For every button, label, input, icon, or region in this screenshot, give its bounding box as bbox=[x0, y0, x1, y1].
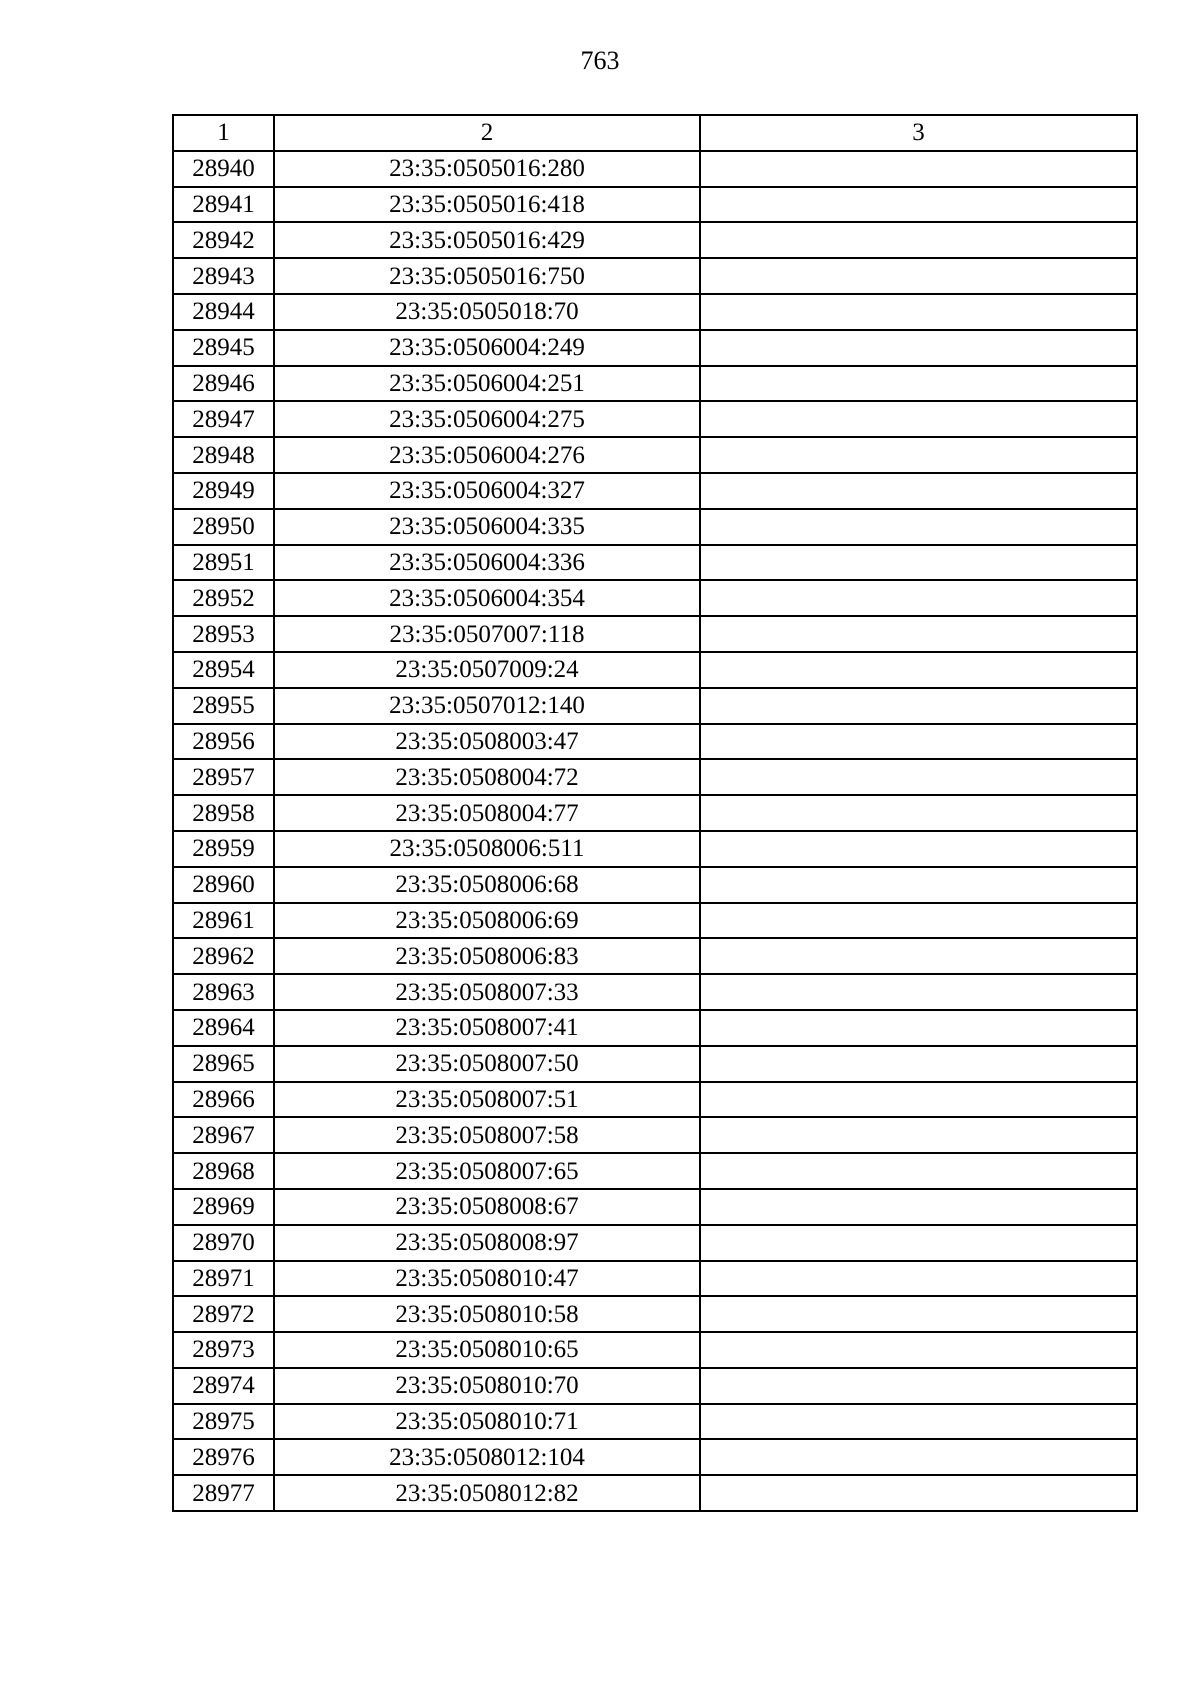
table-row bbox=[173, 938, 1137, 974]
cadastral-number-cell: 23:35:0508012:82 bbox=[274, 1475, 700, 1511]
table-row bbox=[173, 545, 1137, 581]
note-cell bbox=[700, 294, 1137, 330]
note-cell bbox=[700, 724, 1137, 760]
note-cell bbox=[700, 1153, 1137, 1189]
cadastral-number-cell: 23:35:0506004:251 bbox=[274, 366, 700, 402]
table-row bbox=[173, 330, 1137, 366]
note-cell bbox=[700, 1261, 1137, 1297]
table-row bbox=[173, 1261, 1137, 1297]
row-number-cell: 28973 bbox=[173, 1332, 274, 1368]
cadastral-number-cell: 23:35:0508006:83 bbox=[274, 938, 700, 974]
table-row bbox=[173, 1368, 1137, 1404]
row-number-cell: 28960 bbox=[173, 867, 274, 903]
page-number: 763 bbox=[580, 46, 620, 75]
row-number-cell: 28976 bbox=[173, 1439, 274, 1475]
note-cell bbox=[700, 652, 1137, 688]
cadastral-number-cell: 23:35:0505016:280 bbox=[274, 151, 700, 187]
table-row bbox=[173, 1010, 1137, 1046]
row-number-cell: 28954 bbox=[173, 652, 274, 688]
row-number-cell: 28959 bbox=[173, 831, 274, 867]
table-row bbox=[173, 187, 1137, 223]
row-number-cell: 28965 bbox=[173, 1046, 274, 1082]
note-cell bbox=[700, 1082, 1137, 1118]
table-row bbox=[173, 222, 1137, 258]
table-row bbox=[173, 401, 1137, 437]
table-row bbox=[173, 974, 1137, 1010]
note-cell bbox=[700, 545, 1137, 581]
table-row bbox=[173, 795, 1137, 831]
row-number-cell: 28943 bbox=[173, 258, 274, 294]
row-number-cell: 28974 bbox=[173, 1368, 274, 1404]
table-body bbox=[173, 151, 1137, 1511]
table-row bbox=[173, 151, 1137, 187]
note-cell bbox=[700, 258, 1137, 294]
table-row bbox=[173, 1046, 1137, 1082]
table-row bbox=[173, 724, 1137, 760]
table-row bbox=[173, 1404, 1137, 1440]
note-cell bbox=[700, 437, 1137, 473]
row-number-cell: 28946 bbox=[173, 366, 274, 402]
note-cell bbox=[700, 509, 1137, 545]
cadastral-number-cell: 23:35:0508004:77 bbox=[274, 795, 700, 831]
table-row bbox=[173, 1332, 1137, 1368]
cadastral-number-cell: 23:35:0507009:24 bbox=[274, 652, 700, 688]
note-cell bbox=[700, 1117, 1137, 1153]
cadastral-number-cell: 23:35:0505016:418 bbox=[274, 187, 700, 223]
row-number-cell: 28949 bbox=[173, 473, 274, 509]
note-cell bbox=[700, 938, 1137, 974]
note-cell bbox=[700, 974, 1137, 1010]
row-number-cell: 28966 bbox=[173, 1082, 274, 1118]
table-row bbox=[173, 580, 1137, 616]
note-cell bbox=[700, 1332, 1137, 1368]
cadastral-number-cell: 23:35:0508007:51 bbox=[274, 1082, 700, 1118]
cadastral-number-cell: 23:35:0508006:511 bbox=[274, 831, 700, 867]
note-cell bbox=[700, 1010, 1137, 1046]
table-row bbox=[173, 1189, 1137, 1225]
row-number-cell: 28975 bbox=[173, 1404, 274, 1440]
note-cell bbox=[700, 473, 1137, 509]
row-number-cell: 28950 bbox=[173, 509, 274, 545]
row-number-cell: 28970 bbox=[173, 1225, 274, 1261]
cadastral-number-cell: 23:35:0508004:72 bbox=[274, 759, 700, 795]
table-row bbox=[173, 616, 1137, 652]
note-cell bbox=[700, 330, 1137, 366]
row-number-cell: 28967 bbox=[173, 1117, 274, 1153]
table-row bbox=[173, 652, 1137, 688]
row-number-cell: 28963 bbox=[173, 974, 274, 1010]
table-header bbox=[173, 115, 1137, 151]
note-cell bbox=[700, 1475, 1137, 1511]
row-number-cell: 28977 bbox=[173, 1475, 274, 1511]
cadastral-number-cell: 23:35:0508012:104 bbox=[274, 1439, 700, 1475]
cadastral-number-cell: 23:35:0508007:41 bbox=[274, 1010, 700, 1046]
table-row bbox=[173, 867, 1137, 903]
table-row bbox=[173, 258, 1137, 294]
cadastral-number-cell: 23:35:0508007:50 bbox=[274, 1046, 700, 1082]
note-cell bbox=[700, 1368, 1137, 1404]
note-cell bbox=[700, 759, 1137, 795]
cadastral-number-cell: 23:35:0506004:275 bbox=[274, 401, 700, 437]
note-cell bbox=[700, 1189, 1137, 1225]
note-cell bbox=[700, 580, 1137, 616]
cadastral-number-cell: 23:35:0506004:354 bbox=[274, 580, 700, 616]
table-row bbox=[173, 294, 1137, 330]
note-cell bbox=[700, 795, 1137, 831]
note-cell bbox=[700, 831, 1137, 867]
cadastral-number-cell: 23:35:0508007:58 bbox=[274, 1117, 700, 1153]
table-row bbox=[173, 831, 1137, 867]
cadastral-number-cell: 23:35:0506004:276 bbox=[274, 437, 700, 473]
cadastral-number-cell: 23:35:0505018:70 bbox=[274, 294, 700, 330]
row-number-cell: 28968 bbox=[173, 1153, 274, 1189]
cadastral-number-cell: 23:35:0506004:249 bbox=[274, 330, 700, 366]
row-number-cell: 28952 bbox=[173, 580, 274, 616]
header-cell-2: 2 bbox=[274, 115, 700, 151]
cadastral-number-cell: 23:35:0508010:71 bbox=[274, 1404, 700, 1440]
row-number-cell: 28969 bbox=[173, 1189, 274, 1225]
table-row bbox=[173, 509, 1137, 545]
table-row bbox=[173, 1225, 1137, 1261]
cadastral-number-cell: 23:35:0508010:47 bbox=[274, 1261, 700, 1297]
row-number-cell: 28971 bbox=[173, 1261, 274, 1297]
cadastral-number-cell: 23:35:0505016:750 bbox=[274, 258, 700, 294]
cadastral-number-cell: 23:35:0505016:429 bbox=[274, 222, 700, 258]
row-number-cell: 28948 bbox=[173, 437, 274, 473]
note-cell bbox=[700, 366, 1137, 402]
note-cell bbox=[700, 1225, 1137, 1261]
row-number-cell: 28972 bbox=[173, 1296, 274, 1332]
cadastral-number-cell: 23:35:0506004:335 bbox=[274, 509, 700, 545]
table-row bbox=[173, 1153, 1137, 1189]
table-row bbox=[173, 903, 1137, 939]
note-cell bbox=[700, 688, 1137, 724]
table-row bbox=[173, 1082, 1137, 1118]
note-cell bbox=[700, 1296, 1137, 1332]
cadastral-number-cell: 23:35:0508008:67 bbox=[274, 1189, 700, 1225]
row-number-cell: 28951 bbox=[173, 545, 274, 581]
cadastral-number-cell: 23:35:0508010:70 bbox=[274, 1368, 700, 1404]
cadastral-number-cell: 23:35:0508006:69 bbox=[274, 903, 700, 939]
row-number-cell: 28964 bbox=[173, 1010, 274, 1046]
row-number-cell: 28957 bbox=[173, 759, 274, 795]
note-cell bbox=[700, 222, 1137, 258]
note-cell bbox=[700, 151, 1137, 187]
cadastral-number-cell: 23:35:0507012:140 bbox=[274, 688, 700, 724]
cadastral-number-cell: 23:35:0508010:65 bbox=[274, 1332, 700, 1368]
cadastral-number-cell: 23:35:0508003:47 bbox=[274, 724, 700, 760]
table-row bbox=[173, 1439, 1137, 1475]
table-row bbox=[173, 1475, 1137, 1511]
table-row bbox=[173, 1117, 1137, 1153]
row-number-cell: 28955 bbox=[173, 688, 274, 724]
note-cell bbox=[700, 187, 1137, 223]
note-cell bbox=[700, 1046, 1137, 1082]
row-number-cell: 28958 bbox=[173, 795, 274, 831]
note-cell bbox=[700, 616, 1137, 652]
table-row bbox=[173, 473, 1137, 509]
row-number-cell: 28945 bbox=[173, 330, 274, 366]
row-number-cell: 28962 bbox=[173, 938, 274, 974]
registry-table bbox=[172, 114, 1138, 1512]
note-cell bbox=[700, 1439, 1137, 1475]
header-row bbox=[173, 115, 1137, 151]
table-row bbox=[173, 437, 1137, 473]
row-number-cell: 28944 bbox=[173, 294, 274, 330]
cadastral-number-cell: 23:35:0507007:118 bbox=[274, 616, 700, 652]
table-row bbox=[173, 366, 1137, 402]
note-cell bbox=[700, 867, 1137, 903]
cadastral-number-cell: 23:35:0508007:65 bbox=[274, 1153, 700, 1189]
header-cell-3: 3 bbox=[700, 115, 1137, 151]
cadastral-number-cell: 23:35:0506004:336 bbox=[274, 545, 700, 581]
table-row bbox=[173, 688, 1137, 724]
row-number-cell: 28940 bbox=[173, 151, 274, 187]
cadastral-number-cell: 23:35:0508006:68 bbox=[274, 867, 700, 903]
row-number-cell: 28941 bbox=[173, 187, 274, 223]
row-number-cell: 28961 bbox=[173, 903, 274, 939]
note-cell bbox=[700, 401, 1137, 437]
note-cell bbox=[700, 903, 1137, 939]
row-number-cell: 28956 bbox=[173, 724, 274, 760]
cadastral-number-cell: 23:35:0506004:327 bbox=[274, 473, 700, 509]
row-number-cell: 28947 bbox=[173, 401, 274, 437]
table-row bbox=[173, 1296, 1137, 1332]
row-number-cell: 28942 bbox=[173, 222, 274, 258]
row-number-cell: 28953 bbox=[173, 616, 274, 652]
header-cell-1: 1 bbox=[173, 115, 274, 151]
note-cell bbox=[700, 1404, 1137, 1440]
table-row bbox=[173, 759, 1137, 795]
cadastral-number-cell: 23:35:0508008:97 bbox=[274, 1225, 700, 1261]
cadastral-number-cell: 23:35:0508010:58 bbox=[274, 1296, 700, 1332]
cadastral-number-cell: 23:35:0508007:33 bbox=[274, 974, 700, 1010]
